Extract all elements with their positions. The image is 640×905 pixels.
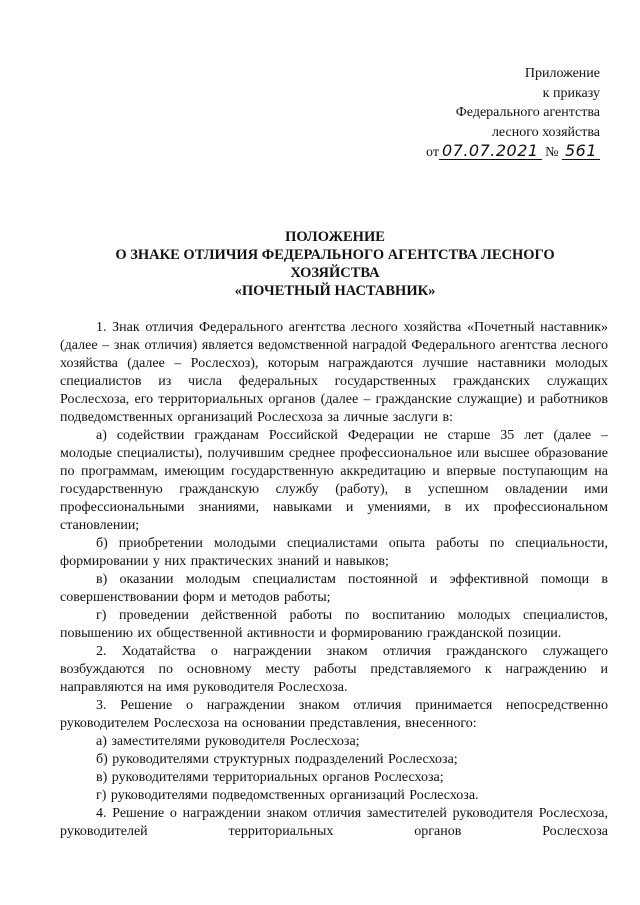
title-line-4: «ПОЧЕТНЫЙ НАСТАВНИК» xyxy=(234,283,436,299)
paragraph-1: 1. Знак отличия Федерального агентства лесного хозяйства «Почетный наставник» (далее – знак отличия) является ведомственной наградой Федерального агентства лесного хозяйства (далее – Рослесхоз), которым награждаются лучшие наставники молодых специалистов из числа федеральных государственных гражданских служащих Рослесхоза, его территориальных органов (далее – гражданские служащие) и работников подведомственных организаций Рослесхоза за личные заслуги в: xyxy=(60,320,608,425)
order-number: 561 xyxy=(562,142,600,160)
paragraph-1a: а) содействии гражданам Российской Федерации не старше 35 лет (далее – молодые специалисты), получившим среднее профессиональное или высшее образование по программам, имеющим государственную аккредитацию и впервые поступающим на государственную гражданскую службу (работу), в успешном овладении ими профессиональными знаниями, навыками и умениями, в их профессиональном становлении; xyxy=(60,428,608,533)
paragraph-3a: а) заместителями руководителя Рослесхоза; xyxy=(96,734,360,749)
order-number-prefix: № xyxy=(545,145,559,160)
order-line xyxy=(426,142,600,163)
document-title xyxy=(60,228,610,300)
paragraph-1b: б) приобретении молодыми специалистами опыта работы по специальности, формировании у них практических знаний и навыков; xyxy=(60,536,608,569)
appendix-line-3: Федерального агентства xyxy=(455,105,600,120)
paragraph-1d: г) проведении действенной работы по воспитанию молодых специалистов, повышению их общественной активности и формированию гражданской позиции. xyxy=(60,608,608,641)
title-line-3: ХОЗЯЙСТВА xyxy=(290,265,380,281)
paragraph-2: 2. Ходатайства о награждении знаком отличия гражданского служащего возбуждаются по основному месту работы представляемого к награждению и направляются на имя руководителя Рослесхоза. xyxy=(60,644,608,695)
order-date: 07.07.2021 xyxy=(439,142,542,160)
document-body xyxy=(60,319,608,841)
appendix-line-1: Приложение xyxy=(524,66,600,81)
paragraph-1c: в) оказании молодым специалистам постоянной и эффективной помощи в совершенствовании форм и методов работы; xyxy=(60,572,608,605)
paragraph-3: 3. Решение о награждении знаком отличия принимается непосредственно руководителем Рослесхоза на основании представления, внесенного: xyxy=(60,698,608,731)
appendix-line-2: к приказу xyxy=(542,85,600,101)
paragraph-4: 4. Решение о награждении знаком отличия заместителей руководителя Рослесхоза, руководителей территориальных органов Рослесхоза xyxy=(60,806,608,839)
paragraph-3c: в) руководителями территориальных органов Рослесхоза; xyxy=(96,770,444,785)
title-line-1: ПОЛОЖЕНИЕ xyxy=(285,229,385,245)
order-prefix: от xyxy=(426,145,439,160)
appendix-line-4: лесного хозяйства xyxy=(491,124,600,140)
paragraph-3b: б) руководителями структурных подразделений Рослесхоза; xyxy=(96,752,458,767)
paragraph-3d: г) руководителями подведомственных организаций Рослесхоза. xyxy=(96,788,479,803)
appendix-header xyxy=(426,64,600,163)
title-line-2: О ЗНАКЕ ОТЛИЧИЯ ФЕДЕРАЛЬНОГО АГЕНТСТВА ЛЕСНОГО xyxy=(115,247,555,263)
